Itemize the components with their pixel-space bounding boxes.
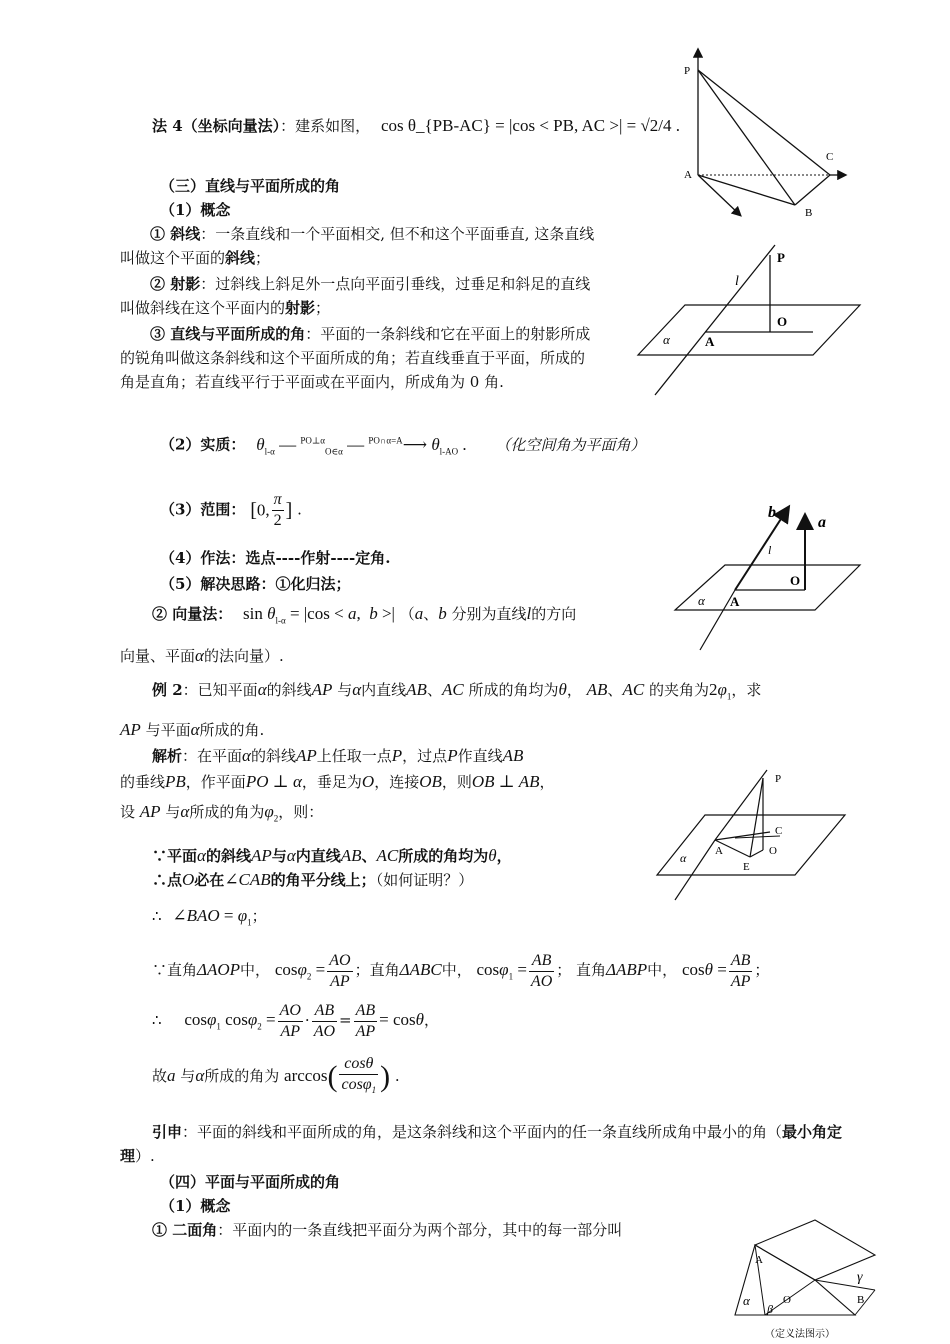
figure-vector (670, 490, 870, 655)
example2-line1: 例 2：已知平面α的斜线AP 与α内直线AB、AC 所成的角均为θ， AB、AC 的夹角为$2\varphi_1$，求 (152, 680, 762, 702)
solution-line1: 解析：在平面α的斜线AP上任取一点P，过点P作直线AB (152, 746, 524, 765)
fig4-label-c: C (775, 825, 783, 837)
idea-label: （5）解决思路：①化归法； (160, 575, 351, 593)
fig5-label-a: A (755, 1254, 763, 1266)
fig3-label-a-point: A (730, 594, 740, 609)
fig3-label-l: l (768, 543, 772, 557)
fig2-label-alpha: α (663, 332, 670, 347)
solution-step3: ∴ ∠BAO = $\varphi_1$； (152, 906, 267, 928)
section4-concept: （1）概念 (160, 1197, 231, 1215)
fig4-label-p: P (775, 773, 782, 785)
solution-line3: 设 AP 与α所成的角为$\varphi_2$，则： (120, 802, 324, 824)
section4-item1: ① 二面角：平面内的一条直线把平面分为两个部分，其中的每一部分叫 (152, 1221, 623, 1239)
section4-title: （四）平面与平面所成的角 (160, 1173, 341, 1191)
method4-title: 法 4（坐标向量法） (152, 117, 281, 135)
solution-step2: ∴点O必在∠CAB的角平分线上；（如何证明？） (152, 870, 474, 889)
method4-formula: cos θ_{PB-AC} = |cos < PB, AC >| = √2/4 . (380, 116, 681, 135)
section3-concept: （1）概念 (160, 201, 231, 219)
fig5-label-b: B (857, 1294, 865, 1306)
section3-item1: ① 斜线：一条直线和一个平面相交, 但不和这个平面垂直, 这条直线叫做这个平面的斜线； (120, 225, 595, 267)
section3-item2: ② 射影：过斜线上斜足外一点向平面引垂线，过垂足和斜足的直线叫做斜线在这个平面内的射影； (120, 275, 591, 317)
essence-line: （2）实质： $\theta_{l-\alpha}$ — $^{PO\perp\alpha}_{O\in\alpha}$ — $^{PO\cap\alpha=A}$⟶ $\theta_{l-AO}$ . （化空间角为平面角） (160, 434, 646, 457)
fig3-label-o: O (790, 573, 801, 588)
fig1-label-b: B (805, 207, 813, 219)
fig3-label-alpha: α (698, 593, 705, 608)
fig5-label-o: O (783, 1294, 791, 1306)
figure-example2 (655, 760, 855, 910)
figure-line-plane (635, 240, 865, 400)
section3-item3: ③ 直线与平面所成的角：平面的一条斜线和它在平面上的射影所成的锐角叫做这条斜线和这个平面所成的角；若直线垂直于平面，所成的角是直角；若直线平行于平面或在平面内，所成角为 0 角. (120, 325, 591, 391)
fig2-label-a: A (705, 334, 715, 349)
vector-line-2: 向量、平面α的法向量）. (120, 646, 284, 665)
fig5-label-alpha: α (743, 1293, 750, 1308)
section3-title: （三）直线与平面所成的角 (160, 177, 341, 195)
solution-step5: ∴ cosφ$_1$ cosφ$_2$ = $\frac{AO}{AP}$ · $\frac{AB}{AO}$ = $\frac{AB}{AP}$ = cosθ， (152, 1001, 440, 1040)
solution-step1: ∵平面α的斜线AP与α内直线AB、AC所成的角均为θ， (152, 846, 512, 865)
fig1-label-p: P (684, 65, 691, 77)
solution-step4: ∵直角ΔAOP中， cosφ$_2$ = $\frac{AO}{AP}$ ；直角ΔABC中， cosφ$_1$ = $\frac{AB}{AO}$ ； 直角ΔABP中， cosθ = $\frac{AB}{AP}$ ； (152, 951, 770, 990)
fig1-label-c: C (826, 151, 834, 163)
fig4-label-o: O (769, 845, 777, 857)
fig5-label-gamma: γ (857, 1270, 863, 1285)
example2-line2: AP 与平面α所成的角. (120, 720, 265, 739)
method4-line (152, 114, 680, 138)
fig5-caption: （定义法图示） (765, 1329, 835, 1340)
figure-dihedral (725, 1215, 880, 1343)
method-label: （4）作法：选点----作射----定角. (160, 549, 391, 567)
fig4-label-e: E (743, 861, 750, 873)
vector-line: ② 向量法： $\sin \theta_{l-\alpha} = |\cos < a$, b >| （a、b 分别为直线l的方向 (152, 604, 577, 626)
figure-coordinate (660, 40, 860, 225)
fig2-label-l: l (735, 274, 739, 289)
extension: 引申：平面的斜线和平面所成的角，是这条斜线和这个平面内的任一条直线所成角中最小的角（最小角定理）. (120, 1123, 843, 1165)
essence-formula: $\theta_{l-\alpha}$ — $^{PO\perp\alpha}_{O\in\alpha}$ — $^{PO\cap\alpha=A}$⟶ $\theta_{l-AO}$ . (256, 434, 467, 457)
fig5-label-beta: β (767, 1302, 773, 1316)
fig4-label-a: A (715, 845, 723, 857)
fig2-label-p: P (777, 250, 785, 265)
fig3-label-a: a (818, 514, 826, 531)
range-line: （3）范围： [0, $\frac{\pi}{2}$ ] . (160, 491, 302, 529)
method4-text: ：建系如图， (280, 117, 371, 135)
fig1-label-a: A (684, 169, 692, 181)
solution-line2: 的垂线PB，作平面PO ⊥ α，垂足为O，连接OB，则OB ⊥ AB， (120, 772, 555, 791)
fig2-label-o: O (777, 314, 788, 329)
solution-step6: 故a 与α所成的角为 arccos( $\frac{\cos\theta}{\cos\varphi_1}$ ) . (152, 1055, 400, 1096)
fig3-label-b: b (768, 504, 776, 521)
fig4-label-alpha: α (680, 851, 687, 865)
